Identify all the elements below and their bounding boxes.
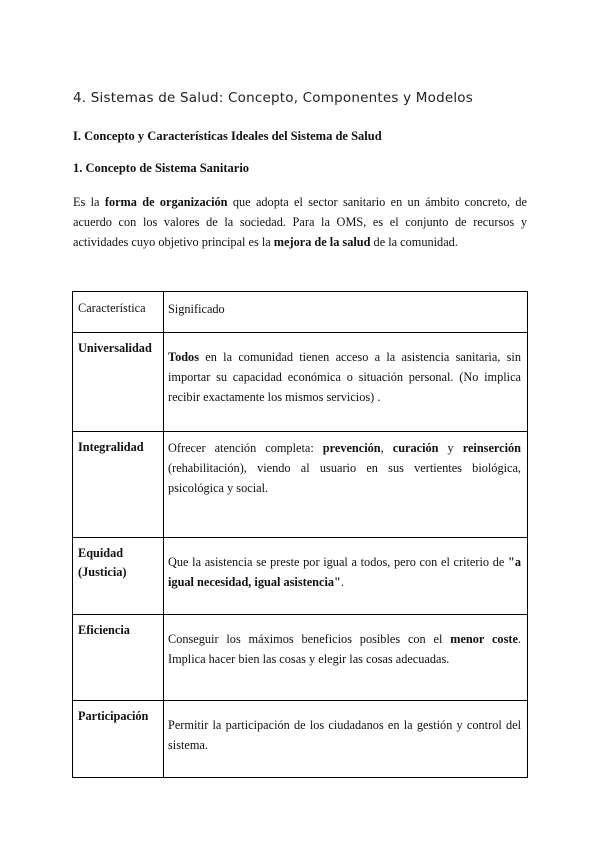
column-header: Característica <box>73 292 164 333</box>
characteristics-table <box>72 291 528 778</box>
intro-text: Es la <box>73 195 105 209</box>
table-row <box>73 333 528 432</box>
text-run: en la comunidad tienen acceso a la asistencia sanitaria, sin importar su capacidad económica o situación personal. (No implica recibir exactamente los mismos servicios) . <box>168 350 521 404</box>
text-run: , <box>380 441 393 455</box>
section-title: I. Concepto y Características Ideales del Sistema de Salud <box>73 129 382 143</box>
text-run: y <box>438 441 463 455</box>
characteristic-meaning <box>164 432 528 538</box>
bold-text: prevención <box>322 441 381 455</box>
characteristic-name: Equidad (Justicia) <box>73 538 164 615</box>
bold-text: Todos <box>168 350 199 364</box>
column-header: Significado <box>164 292 528 333</box>
characteristic-name: Integralidad <box>73 432 164 538</box>
table-row <box>73 538 528 615</box>
bold-text: curación <box>392 441 439 455</box>
text-run: Ofrecer atención completa: <box>168 441 323 455</box>
subsection-title: 1. Concepto de Sistema Sanitario <box>73 161 250 175</box>
intro-bold-text: mejora de la salud <box>273 235 371 249</box>
characteristic-name: Universalidad <box>73 333 164 432</box>
text-run: Permitir la participación de los ciudadanos en la gestión y control del sistema. <box>168 718 521 752</box>
characteristic-meaning <box>164 538 528 615</box>
table-row <box>73 701 528 778</box>
characteristic-meaning <box>164 615 528 701</box>
text-run: Conseguir los máximos beneficios posibles con el <box>168 632 451 646</box>
table-row <box>73 615 528 701</box>
chapter-heading: 4. Sistemas de Salud: Concepto, Componentes y Modelos <box>73 90 473 106</box>
characteristic-name: Eficiencia <box>73 615 164 701</box>
characteristic-name: Participación <box>73 701 164 778</box>
characteristic-meaning <box>164 701 528 778</box>
bold-text: reinserción <box>462 441 522 455</box>
text-run: . <box>340 575 344 589</box>
intro-paragraph <box>73 192 527 252</box>
table-header-row <box>73 292 528 333</box>
bold-text: menor coste <box>450 632 518 646</box>
table-row <box>73 432 528 538</box>
intro-text: de la comunidad. <box>370 235 458 249</box>
bold-text: "a igual necesidad, igual asistencia" <box>168 555 521 589</box>
intro-bold-text: forma de organización <box>104 195 228 209</box>
intro-text: que adopta el sector sanitario en un ámbito concreto, de acuerdo con los valores de la sociedad. Para la OMS, es el conjunto de recursos y actividades cuyo objetivo principal es la <box>73 195 528 249</box>
characteristic-meaning <box>164 333 528 432</box>
text-run: (rehabilitación), viendo al usuario en sus vertientes biológica, psicológica y social. <box>168 461 521 495</box>
text-run: Que la asistencia se preste por igual a todos, pero con el criterio de <box>168 555 509 569</box>
text-run: . Implica hacer bien las cosas y elegir las cosas adecuadas. <box>168 632 521 666</box>
